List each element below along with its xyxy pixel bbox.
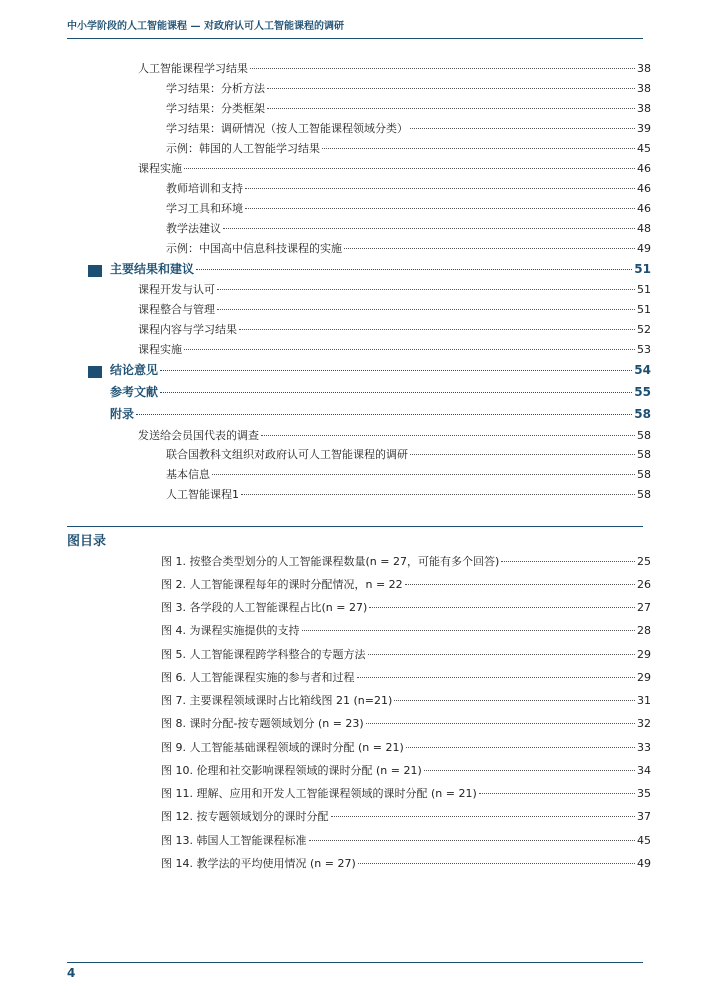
toc-section-entry[interactable]: 附录 58 <box>110 407 651 421</box>
figure-entry[interactable]: 图 10. 伦理和社交影响课程领域的课时分配 (n = 21) 34 <box>161 764 651 777</box>
toc-entry[interactable]: 课程整合与管理 51 <box>138 303 651 316</box>
toc-entry[interactable]: 学习工具和环境 46 <box>166 202 651 215</box>
section-rule <box>67 526 643 527</box>
toc-entry[interactable]: 示例：韩国的人工智能学习结果 45 <box>166 142 651 155</box>
toc-entry[interactable]: 教学法建议 48 <box>166 222 651 235</box>
toc-entry[interactable]: 课程开发与认可 51 <box>138 283 651 296</box>
header-rule <box>67 38 643 39</box>
figure-entry[interactable]: 图 13. 韩国人工智能课程标准 45 <box>161 834 651 847</box>
toc-entry[interactable]: 教师培训和支持 46 <box>166 182 651 195</box>
toc-entry[interactable]: 课程实施 46 <box>138 162 651 175</box>
figure-entry[interactable]: 图 2. 人工智能课程每年的课时分配情况，n = 22 26 <box>161 578 651 591</box>
toc-entry[interactable]: 课程实施 53 <box>138 343 651 356</box>
toc-entry[interactable]: 学习结果：调研情况（按人工智能课程领域分类） 39 <box>166 122 651 135</box>
toc-entry[interactable]: 基本信息 58 <box>166 468 651 481</box>
figure-entry[interactable]: 图 14. 教学法的平均使用情况 (n = 27) 49 <box>161 857 651 870</box>
section-marker-square <box>88 265 102 277</box>
toc-entry[interactable]: 学习结果：分类框架 38 <box>166 102 651 115</box>
footer-rule <box>67 962 643 963</box>
figure-entry[interactable]: 图 3. 各学段的人工智能课程占比(n = 27) 27 <box>161 601 651 614</box>
toc-entry[interactable]: 示例：中国高中信息科技课程的实施 49 <box>166 242 651 255</box>
figure-entry[interactable]: 图 11. 理解、应用和开发人工智能课程领域的课时分配 (n = 21) 35 <box>161 787 651 800</box>
figure-entry[interactable]: 图 5. 人工智能课程跨学科整合的专题方法 29 <box>161 648 651 661</box>
page-number: 4 <box>67 966 76 980</box>
figure-entry[interactable]: 图 8. 课时分配-按专题领域划分 (n = 23) 32 <box>161 717 651 730</box>
section-marker-square <box>88 366 102 378</box>
toc-entry[interactable]: 联合国教科文组织对政府认可人工智能课程的调研 58 <box>166 448 651 461</box>
toc-section-entry[interactable]: 结论意见 54 <box>110 363 651 377</box>
toc-entry[interactable]: 人工智能课程学习结果 38 <box>138 62 651 75</box>
figures-heading: 图目录 <box>67 534 107 549</box>
figure-entry[interactable]: 图 9. 人工智能基础课程领域的课时分配 (n = 21) 33 <box>161 741 651 754</box>
toc-section-entry[interactable]: 主要结果和建议 51 <box>110 262 651 276</box>
figure-entry[interactable]: 图 6. 人工智能课程实施的参与者和过程 29 <box>161 671 651 684</box>
figure-entry[interactable]: 图 4. 为课程实施提供的支持 28 <box>161 624 651 637</box>
running-header: 中小学阶段的人工智能课程 — 对政府认可人工智能课程的调研 <box>67 21 344 32</box>
toc-entry[interactable]: 课程内容与学习结果 52 <box>138 323 651 336</box>
figure-entry[interactable]: 图 7. 主要课程领域课时占比箱线图 21 (n=21) 31 <box>161 694 651 707</box>
toc-section-entry[interactable]: 参考文献 55 <box>110 385 651 399</box>
toc-entry[interactable]: 人工智能课程1 58 <box>166 488 651 501</box>
figure-entry[interactable]: 图 12. 按专题领域划分的课时分配 37 <box>161 810 651 823</box>
figure-entry[interactable]: 图 1. 按整合类型划分的人工智能课程数量(n = 27，可能有多个回答) 25 <box>161 555 651 568</box>
toc-entry[interactable]: 发送给会员国代表的调查 58 <box>138 429 651 442</box>
toc-entry[interactable]: 学习结果：分析方法 38 <box>166 82 651 95</box>
